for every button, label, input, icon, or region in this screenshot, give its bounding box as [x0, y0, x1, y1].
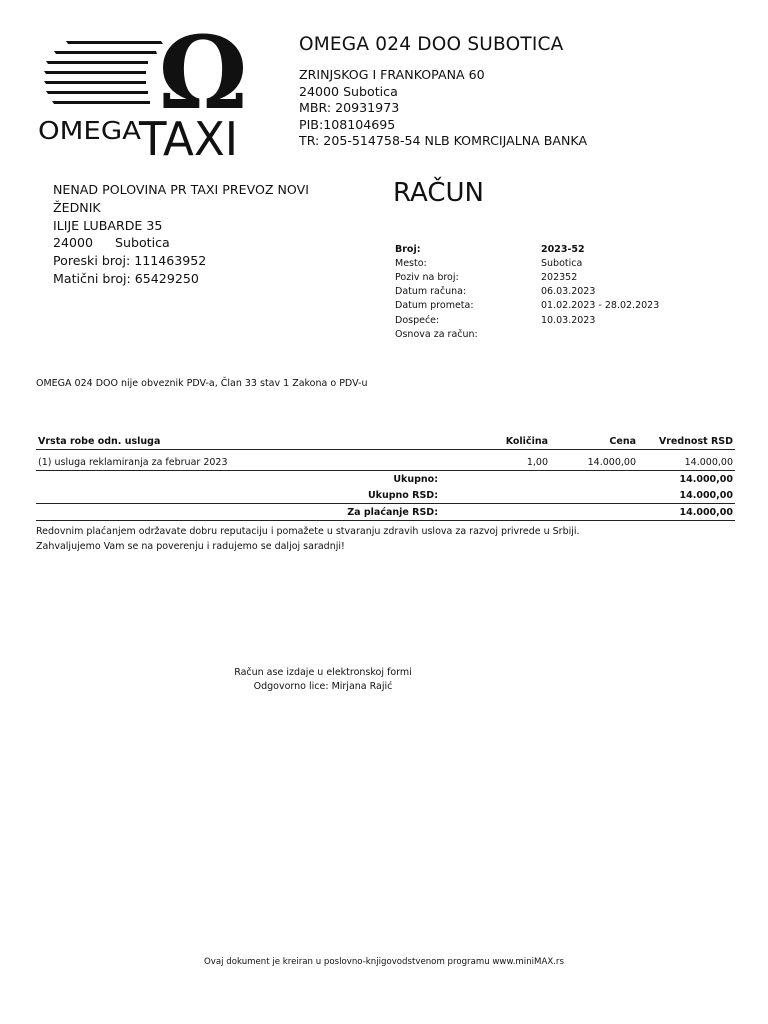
meta-date-row	[395, 285, 659, 299]
meta-number: 2023-52	[541, 243, 585, 255]
total-value: 14.000,00	[679, 473, 733, 485]
company-details	[299, 67, 587, 150]
omega-symbol-icon: Ω	[158, 28, 248, 132]
document-footer: Ovaj dokument je kreiran u poslovno-knjigovodstvenom programu www.miniMAX.rs	[204, 957, 564, 967]
header-qty: Količina	[440, 434, 550, 450]
table-header-row	[36, 434, 735, 450]
thanks-line1: Redovnim plaćanjem održavate dobru reputaciju i pomažete u stvaranju zdravih uslova za razvoj privrede u Srbiji.	[36, 526, 580, 537]
meta-due-row	[395, 313, 659, 327]
client-address: ILIJE LUBARDE 35	[53, 217, 163, 233]
header-price: Cena	[550, 434, 638, 450]
speed-lines-icon	[44, 41, 163, 104]
meta-ref-row	[395, 270, 659, 284]
client-city: Subotica	[115, 235, 170, 251]
row-value: 14.000,00	[684, 457, 733, 468]
meta-date: 06.03.2023	[541, 286, 596, 298]
client-tax-id: Poreski broj: 111463952	[53, 253, 207, 269]
meta-number-row	[395, 242, 659, 256]
table-row	[36, 455, 735, 471]
meta-due-label: Dospeće:	[395, 314, 440, 326]
client-name-line2: ŽEDNIK	[53, 199, 101, 215]
header-value: Vrednost RSD	[638, 434, 735, 450]
client-zip-city	[53, 234, 353, 252]
meta-place-label: Mesto:	[395, 257, 427, 269]
row-item: (1) usluga reklamiranja za februar 2023	[38, 457, 228, 468]
items-table	[36, 434, 735, 521]
meta-number-label: Broj:	[395, 243, 421, 255]
total-label: Ukupno:	[393, 473, 438, 485]
electronic-line1: Račun ase izdaje u elektronskoj formi	[234, 667, 412, 678]
header-item: Vrsta robe odn. usluga	[36, 434, 440, 450]
meta-due: 10.03.2023	[541, 314, 596, 326]
total-rsd-label: Ukupno RSD:	[367, 489, 438, 501]
company-city: 24000 Subotica	[299, 83, 398, 99]
thanks-line2: Zahvaljujemo Vam se na poverenju i radujemo se daljoj saradnji!	[36, 540, 345, 552]
payable-label: Za plaćanje RSD:	[36, 504, 440, 521]
invoice-meta	[395, 242, 659, 341]
meta-ref-label: Poziv na broj:	[395, 271, 459, 283]
total-row	[36, 471, 735, 488]
meta-period-label: Datum prometa:	[395, 300, 474, 312]
total-rsd-value: 14.000,00	[679, 489, 733, 501]
meta-place: Subotica	[541, 257, 583, 269]
electronic-form-note	[231, 666, 415, 694]
meta-place-row	[395, 256, 659, 270]
total-rsd-row	[36, 487, 735, 504]
meta-basis-label: Osnova za račun:	[395, 328, 478, 340]
client-reg-id: Matični broj: 65429250	[53, 270, 199, 286]
company-pib: PIB:108104695	[299, 116, 396, 132]
meta-basis-row	[395, 327, 659, 341]
omega-taxi-logo	[36, 28, 258, 162]
electronic-line2: Odgovorno lice: Mirjana Rajić	[253, 681, 393, 692]
invoice-title: RAČUN	[393, 178, 484, 208]
payable-value: 14.000,00	[638, 504, 735, 521]
company-name: OMEGA 024 DOO SUBOTICA	[299, 34, 564, 55]
payable-row	[36, 504, 735, 521]
company-mbr: MBR: 20931973	[299, 100, 400, 116]
company-account: TR: 205-514758-54 NLB KOMRCIJALNA BANKA	[299, 133, 588, 149]
company-address: ZRINJSKOG I FRANKOPANA 60	[299, 67, 485, 82]
client-zip: 24000	[53, 235, 94, 251]
meta-period: 01.02.2023 - 28.02.2023	[541, 300, 660, 312]
vat-note: OMEGA 024 DOO nije obveznik PDV-a, Član 33 stav 1 Zakona o PDV-u	[36, 378, 368, 389]
logo-brand-big: TAXI	[138, 112, 238, 162]
meta-ref: 202352	[541, 271, 578, 283]
logo-brand-small: OMEGA	[38, 116, 141, 145]
meta-period-row	[395, 299, 659, 313]
client-block	[53, 181, 353, 288]
row-price: 14.000,00	[587, 457, 636, 468]
meta-date-label: Datum računa:	[395, 286, 467, 298]
thanks-note	[36, 525, 580, 554]
row-qty: 1,00	[526, 457, 548, 468]
client-name-line1: NENAD POLOVINA PR TAXI PREVOZ NOVI	[53, 182, 309, 197]
